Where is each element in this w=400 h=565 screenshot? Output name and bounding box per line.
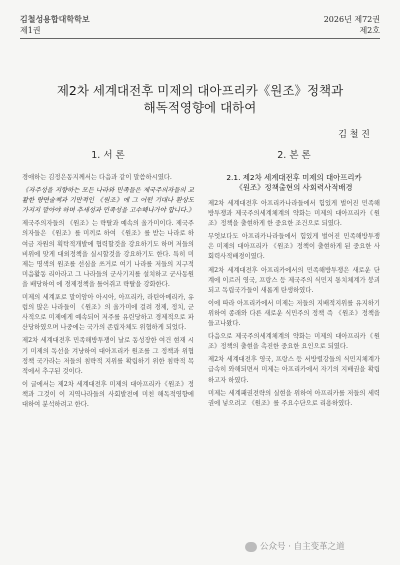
title-line-2: 해독적영향에 대하여 bbox=[143, 100, 257, 115]
title-line-1: 제2차 세계대전후 미제의 대아프리카《원조》정책과 bbox=[56, 83, 344, 98]
right-column bbox=[208, 147, 380, 412]
paragraph: 이 글에서는 제2차 세계대전후 미제의 대아프리카《원조》정책과 그것이 이 지역나라들의 사회발전에 미친 해독적영향에 대하여 분석하려고 한다. bbox=[22, 380, 194, 408]
paragraph: 미제는 세계패권전략의 실현을 위하여 아프리카를 저들의 세력권에 넣으려고 《원조》를 주요수단으로 리용하였다. bbox=[208, 389, 380, 407]
paragraph: 제2차 세계대전후 영국, 프랑스 등 서방렬강들의 식민지체계가 급속히 와해되면서 미제는 아프리카에서 자기의 지배권을 확립하고자 하였다. bbox=[208, 356, 380, 384]
paragraph: 경애하는 김정은동지께서는 다음과 같이 말씀하시였다. bbox=[22, 174, 172, 181]
paragraph: 미제의 세계포로 말이암아 아시아, 아프리카, 라틴아메리카, 유럽의 많은 나라들이 《원조》의 올가미에 걸려 경제, 정치, 군사적으로 미제에게 예속되어 저주를 유린당하고 경제적으로 파산당하였으며 나중에는 국가의 존립자체도 위협하게 되었다. bbox=[22, 294, 194, 332]
paragraph: 제2차 세계대전후 아프리카에서의 민족해방투쟁은 새로운 단계에 이르러 영국, 프랑스 등 제국주의 식민지 통치체계가 붕괴되고 독립국가들이 새롭게 탄생하였다. bbox=[208, 266, 380, 294]
wechat-icon bbox=[245, 542, 257, 552]
issue-number: 제2호 bbox=[359, 26, 380, 35]
paragraph: 제2차 세계대전후 아프리카나라들에서 힘있게 벌어진 민족해방투쟁과 제국주의세계체계의 약화는 미제의 대아프리카《원조》정책을 출현하게 한 중요한 조건으로 되였다. bbox=[208, 200, 380, 228]
paragraph: 이에 따라 아프리카에서 미제는 저들의 지배적지위를 유지하기 위하여 종래와 다른 새로운 식민주의 정책 즉 《원조》정책을 들고나왔다. bbox=[208, 299, 380, 328]
header-right bbox=[324, 14, 380, 36]
journal-name: 김철성용합대학학보 bbox=[20, 14, 90, 24]
subsection-heading-line-1: 2.1. 제2차 세계대전후 미제의 대아프리카 bbox=[226, 173, 362, 182]
subsection-heading bbox=[208, 173, 380, 193]
section-heading-intro: 1. 서 론 bbox=[91, 150, 125, 161]
paragraph: 제2차 세계대전후 민족해방투쟁이 날로 동성장한 여건 현재 시기 미제의 독선을 겨냥하여 대아프리카 원조를 그 정책과 위협정책 국가라는 저들의 침략적 지위를 확립하기 위한 침략적 목적에서 추구된 것이다. bbox=[22, 337, 194, 375]
article-title bbox=[0, 82, 400, 116]
section-heading-body: 2. 본 론 bbox=[277, 150, 311, 161]
issue-date: 2026년 제72권 bbox=[323, 15, 380, 24]
left-column bbox=[22, 147, 194, 413]
header-left bbox=[20, 14, 90, 36]
watermark-text: 公众号 · 自主变革之道 bbox=[260, 542, 345, 552]
subsection-heading-line-2: 《원조》정책출현의 사회력사적배경 bbox=[235, 183, 353, 192]
paragraph: 제국주의자들의 《원조》는 략탈과 예속의 올가미이다. 제국주의자들은 《원조》를 미끼로 하여 《원조》를 받는 나라로 하여금 자원의 획탁적개발에 협력할것을 강요하기도 하며 저들의 비위에 맞게 대외정책을 실시할것을 강요하기도 한다. 특히 미제는 명색의 원조를 선심을 쓰거로 여기 나라를 저들의 지구적 미음활동 리아라고 그 나라들의 군사기지를 설치하고 군사동원을 배당하여 에 경제정책을 틀어쥐고 략탈을 강화한다. bbox=[22, 220, 194, 288]
author-name: 김 철 진 bbox=[338, 130, 370, 140]
paragraph: 다음으로 제국주의세계체계의 약화는 미제의 대아프리카《원조》정책의 출현을 촉진한 중요한 요인으로 되였다. bbox=[208, 333, 380, 351]
header-rule bbox=[20, 38, 380, 39]
paragraph: 무엇보다도 아프리카나라들에서 힘있게 벌어진 민족해방투쟁은 미제의 대아프리카 《원조》정책이 출현하게 된 중요한 사회력사적배경이였다. bbox=[208, 233, 380, 261]
quotation: 《자주성을 지향하는 모든 나라와 민족들은 제국주의자들의 교활한 량면술책과 기만적인 《원조》에 그 어떤 기대나 환상도 가지지 말아야 하며 추세성과 민족성을 고수해나가야 합니다.》 bbox=[22, 187, 195, 215]
watermark bbox=[245, 540, 345, 552]
journal-sub: 제1권 bbox=[20, 26, 41, 35]
